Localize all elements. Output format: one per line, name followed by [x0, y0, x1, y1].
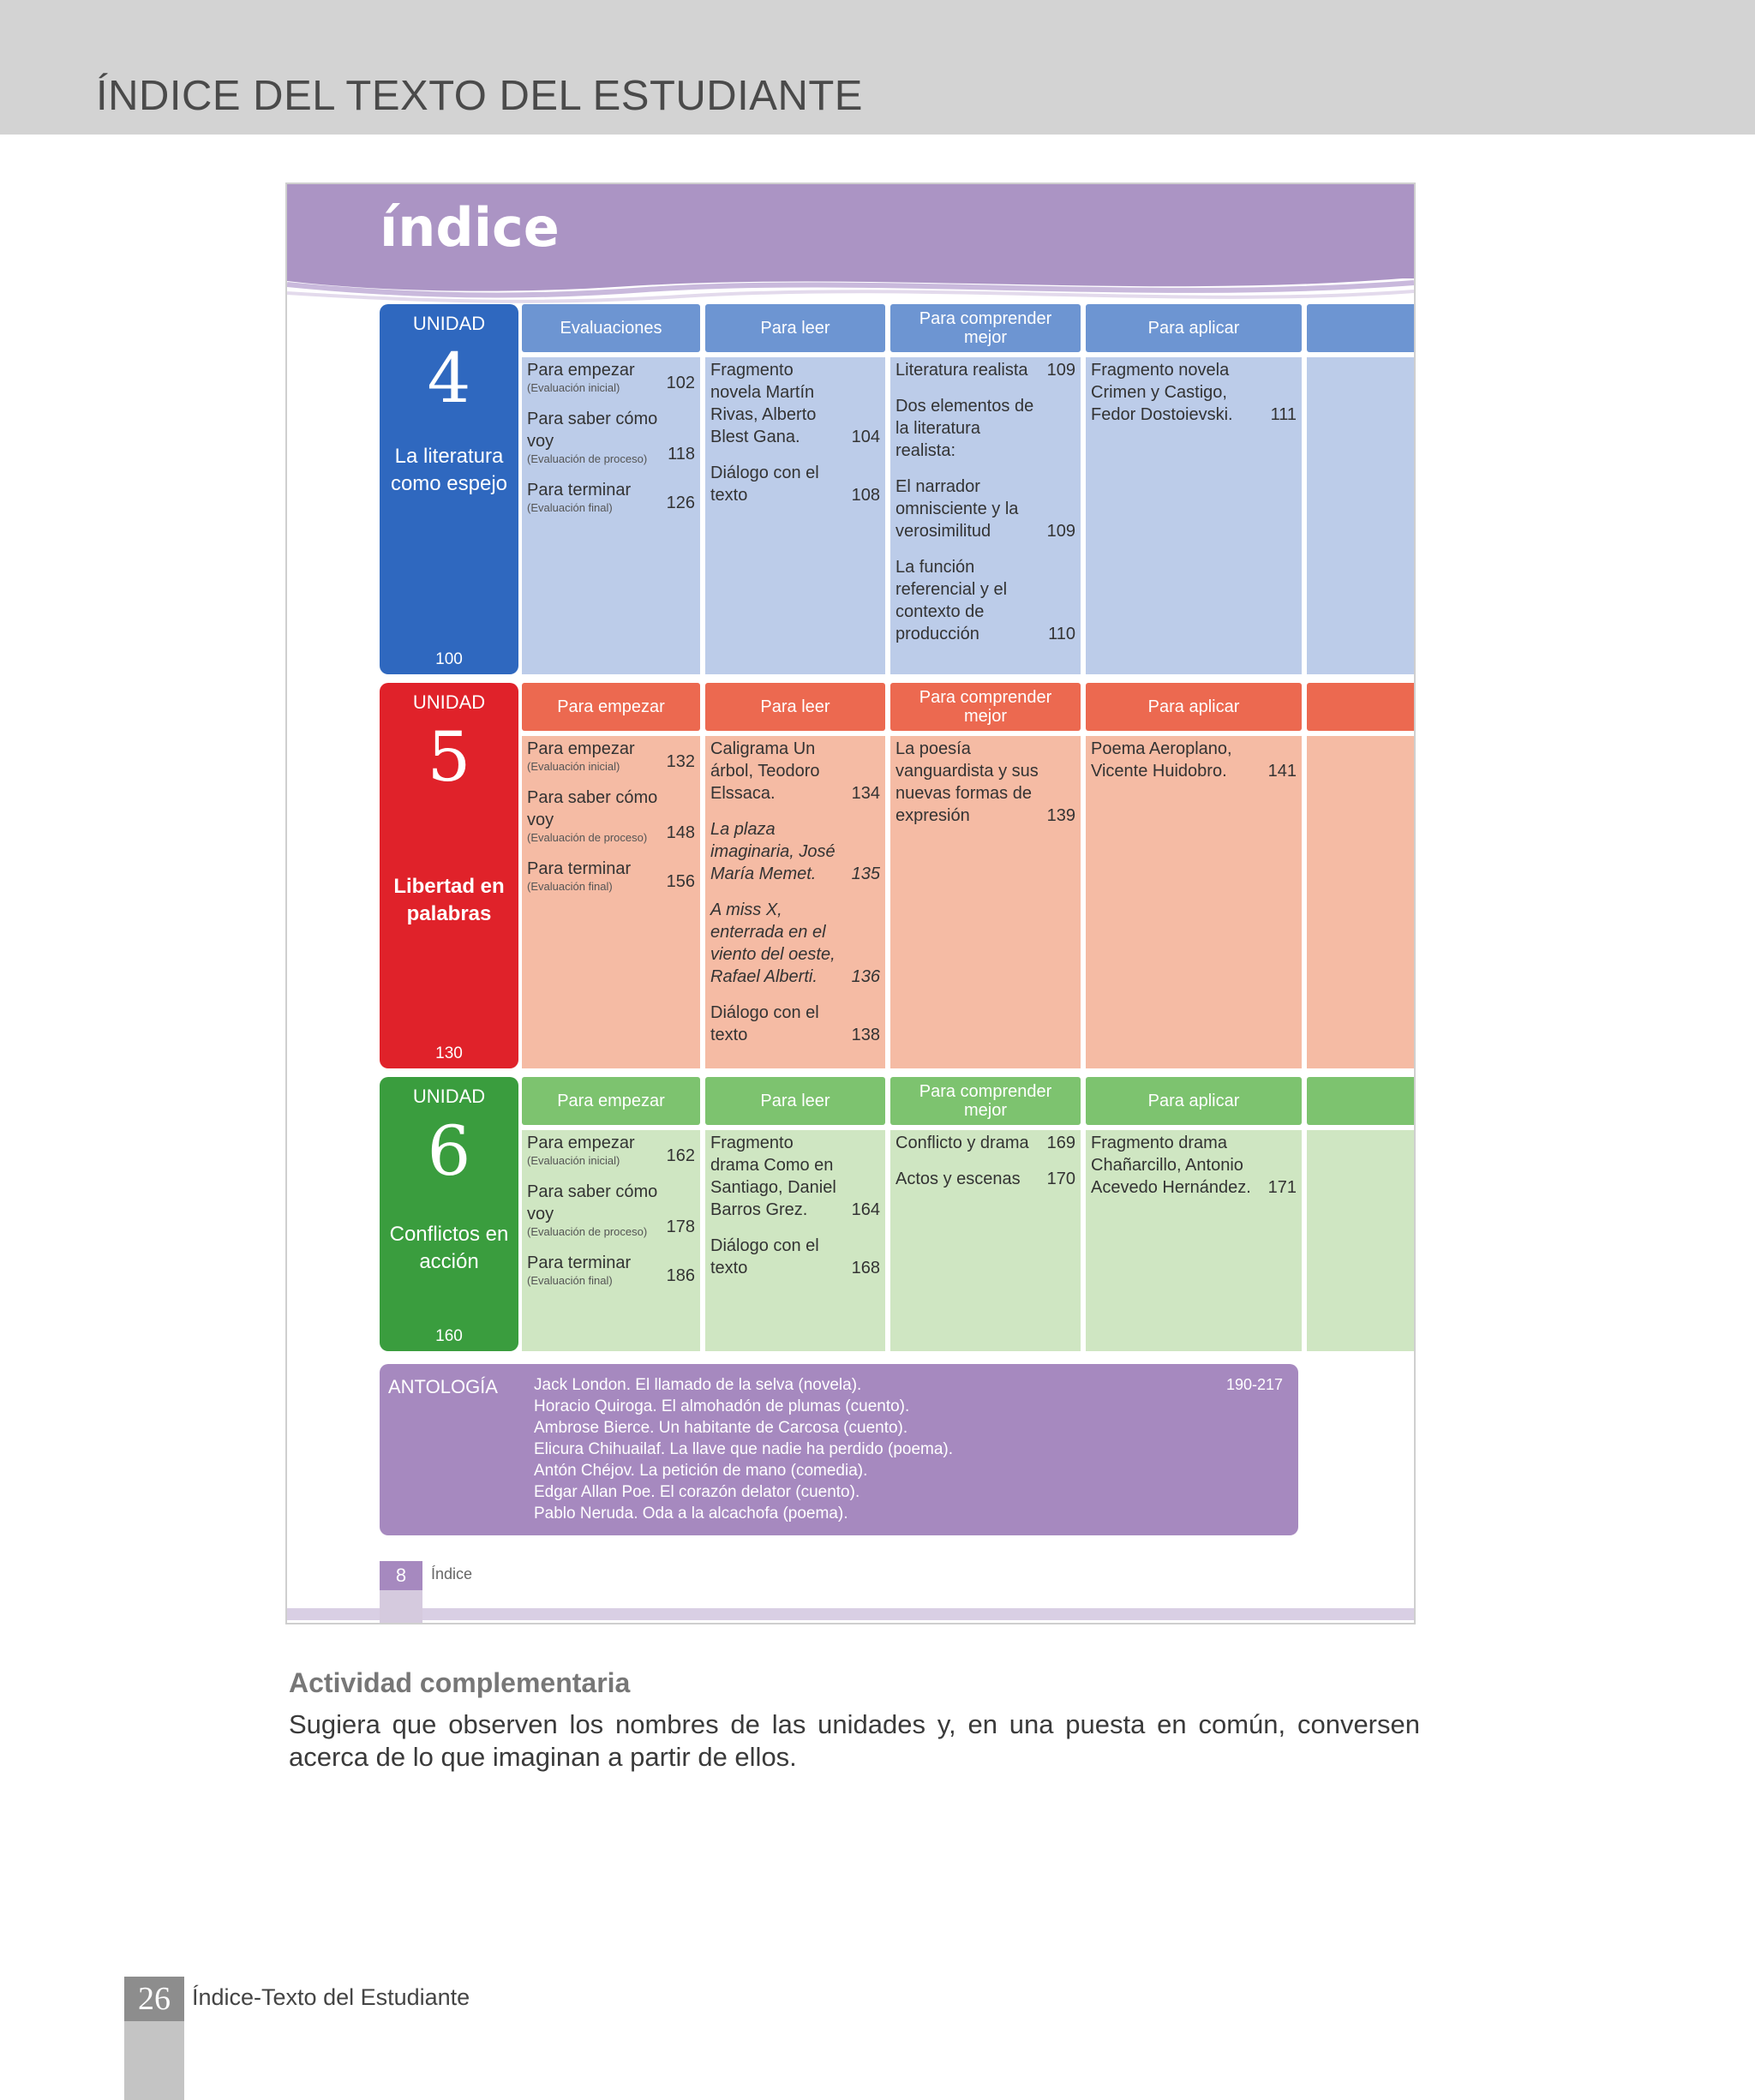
application-cell	[1086, 1130, 1302, 1351]
list-item: Poema Aeroplano, Vicente Huidobro. 141	[1091, 739, 1297, 781]
list-item: Para terminar (Evaluación final) 126	[527, 481, 695, 514]
list-item: Para empezar (Evaluación inicial) 162	[527, 1134, 695, 1167]
column-header: Para empezar	[522, 1077, 700, 1125]
reading-cell	[705, 736, 885, 1068]
activity-title: Actividad complementaria	[289, 1667, 631, 1698]
list-item: Para saber cómo voy (Evaluación de proceso) 148	[527, 788, 695, 844]
list-item: Diálogo con el texto 138	[710, 1003, 880, 1044]
column-header: Para leer	[705, 304, 885, 352]
list-item: Ambrose Bierce. Un habitante de Carcosa (cuento).	[534, 1419, 908, 1437]
column-header-blank	[1307, 304, 1416, 352]
list-item: Para saber cómo voy (Evaluación de proceso) 118	[527, 410, 695, 465]
unit-label: UNIDAD	[412, 691, 486, 713]
list-item: Caligrama Un árbol, Teodoro Elssaca. 134	[710, 739, 880, 803]
anthology-box	[380, 1364, 1298, 1535]
list-item: Conflicto y drama 169	[895, 1134, 1075, 1152]
unit-6-section	[380, 1077, 1416, 1351]
column-header: Para comprender mejor	[890, 1077, 1081, 1125]
list-item: A miss X, enterrada en el viento del oeste, Rafael Alberti. 136	[710, 900, 880, 986]
column-header: Evaluaciones	[522, 304, 700, 352]
column-header: Para aplicar	[1086, 683, 1302, 731]
anthology-list	[534, 1374, 953, 1524]
list-item: Para empezar (Evaluación inicial) 132	[527, 739, 695, 773]
book-title: índice	[380, 196, 560, 259]
book-footer-label: Índice	[431, 1565, 473, 1582]
understanding-cell	[890, 736, 1081, 1068]
list-item: Fragmento novela Martín Rivas, Alberto Blest Gana. 104	[710, 361, 880, 446]
list-item: Para saber cómo voy (Evaluación de proceso) 178	[527, 1182, 695, 1238]
application-cell	[1086, 357, 1302, 674]
column-header: Para empezar	[522, 683, 700, 731]
list-item: Diálogo con el texto 168	[710, 1236, 880, 1277]
list-item: Elicura Chihuailaf. La llave que nadie ha perdido (poema).	[534, 1440, 954, 1458]
blank-cell	[1307, 736, 1416, 1068]
list-item: Literatura realista 109	[895, 361, 1075, 380]
page-number: 26	[124, 1977, 184, 2021]
list-item: La plaza imaginaria, José María Memet. 135	[710, 820, 880, 883]
list-item: Actos y escenas 170	[895, 1170, 1075, 1188]
list-item: El narrador omnisciente y la verosimilitud 109	[895, 477, 1075, 541]
unit-label: UNIDAD	[412, 313, 486, 334]
list-item: Fragmento novela Crimen y Castigo, Fedor Dostoievski. 111	[1091, 361, 1297, 424]
list-item: Para terminar (Evaluación final) 186	[527, 1253, 695, 1287]
reading-cell	[705, 1130, 885, 1351]
activity-body: Sugiera que observen los nombres de las unidades y, en una puesta en común, conversen acerca de lo que imaginan a partir de ellos.	[289, 1709, 1420, 1772]
list-item: Para terminar (Evaluación final) 156	[527, 859, 695, 893]
unit-number: 4	[427, 338, 471, 418]
column-header: Para aplicar	[1086, 304, 1302, 352]
understanding-cell	[890, 357, 1081, 674]
column-header: Para leer	[705, 683, 885, 731]
anthology-pages: 190-217	[1225, 1376, 1283, 1393]
blank-cell	[1307, 1130, 1416, 1351]
unit-number: 6	[427, 1111, 471, 1191]
unit-6-tab	[380, 1077, 518, 1351]
column-header: Para aplicar	[1086, 1077, 1302, 1125]
unit-4-tab	[380, 304, 518, 674]
evaluations-cell	[522, 1130, 700, 1351]
list-item: Para empezar (Evaluación inicial) 102	[527, 361, 695, 394]
column-header: Para comprender mejor	[890, 683, 1081, 731]
unit-start-page: 130	[435, 1044, 463, 1062]
footer-strip	[124, 2021, 184, 2100]
reading-cell	[705, 357, 885, 674]
unit-5-section	[380, 683, 1416, 1068]
unit-label: UNIDAD	[412, 1086, 486, 1107]
unit-start-page: 160	[435, 1327, 463, 1345]
unit-name: Conflictos en acción	[389, 1223, 509, 1273]
anthology-label: ANTOLOGÍA	[388, 1376, 498, 1397]
list-item: Horacio Quiroga. El almohadón de plumas (cuento).	[534, 1397, 910, 1415]
list-item: Fragmento drama Chañarcillo, Antonio Acevedo Hernández. 171	[1091, 1134, 1297, 1197]
unit-start-page: 100	[435, 650, 463, 668]
list-item: La poesía vanguardista y sus nuevas formas de expresión 139	[895, 739, 1075, 825]
book-bottom-stripe	[287, 1608, 1414, 1620]
evaluations-cell	[522, 357, 700, 674]
list-item: Fragmento drama Como en Santiago, Daniel Barros Grez. 164	[710, 1134, 880, 1219]
list-item: Antón Chéjov. La petición de mano (comedia).	[534, 1462, 868, 1480]
unit-4-section	[380, 304, 1416, 674]
evaluations-cell	[522, 736, 700, 1068]
application-cell	[1086, 736, 1302, 1068]
column-header: Para leer	[705, 1077, 885, 1125]
unit-number: 5	[427, 717, 471, 797]
page-title: ÍNDICE DEL TEXTO DEL ESTUDIANTE	[96, 73, 863, 119]
unit-name: Libertad en palabras	[393, 875, 505, 925]
column-header-blank	[1307, 1077, 1416, 1125]
understanding-cell	[890, 1130, 1081, 1351]
list-item: Edgar Allan Poe. El corazón delator (cuento).	[534, 1483, 860, 1501]
list-item: Pablo Neruda. Oda a la alcachofa (poema).	[534, 1505, 848, 1523]
column-header-blank	[1307, 683, 1416, 731]
unit-name: La literatura como espejo	[390, 445, 508, 495]
footer-label: Índice-Texto del Estudiante	[192, 1984, 470, 2010]
column-header: Para comprender mejor	[890, 304, 1081, 352]
list-item: Jack London. El llamado de la selva (novela).	[534, 1376, 862, 1394]
list-item: Dos elementos de la literatura realista:	[895, 397, 1034, 460]
book-footer-strip	[380, 1590, 422, 1624]
list-item: Diálogo con el texto 108	[710, 464, 880, 505]
index-page-image	[285, 182, 1416, 1624]
book-page-number: 8	[380, 1561, 422, 1590]
blank-cell	[1307, 357, 1416, 674]
list-item: La función referencial y el contexto de producción 110	[895, 558, 1075, 643]
unit-5-tab	[380, 683, 518, 1068]
